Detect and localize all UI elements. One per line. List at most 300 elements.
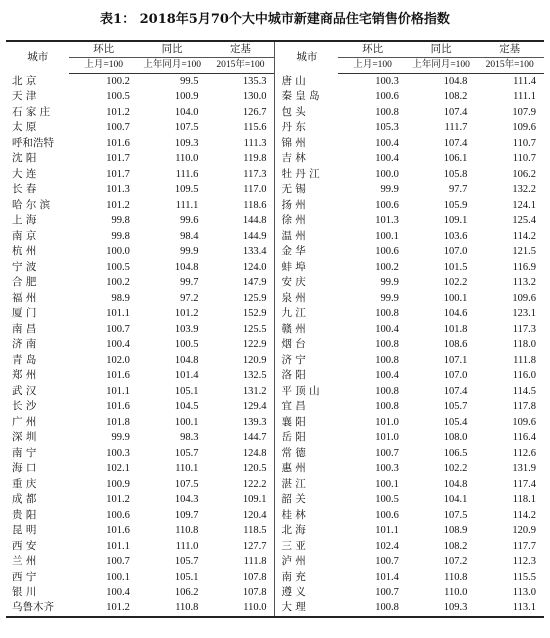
left-mom-index: 100.4 (106, 586, 130, 598)
left-mom-index: 101.1 (106, 308, 130, 320)
right-mom-index: 101.0 (375, 416, 399, 428)
table-row (6, 585, 544, 600)
table-row (6, 353, 544, 368)
right-city-name: 九 江 (275, 306, 338, 321)
left-mom-index: 100.5 (106, 91, 130, 103)
left-city-name: 南 昌 (12, 322, 37, 335)
right-city-name: 三 亚 (275, 539, 338, 554)
right-mom-index: 100.7 (375, 447, 399, 459)
left-fixed-index: 125.9 (242, 292, 267, 304)
table-row (6, 337, 544, 352)
table-row (6, 167, 544, 182)
right-city-name: 安 庆 (275, 275, 338, 290)
table-row (6, 229, 544, 244)
left-city-name: 广 州 (12, 415, 37, 428)
left-fixed-index: 122.9 (242, 339, 267, 351)
right-city-name: 烟 台 (275, 337, 338, 352)
right-city-name: 北 海 (275, 523, 338, 538)
right-mom-index: 101.1 (375, 525, 399, 537)
left-city-name: 杭 州 (12, 245, 37, 258)
left-mom-index: 102.0 (106, 354, 130, 366)
left-city-name: 北 京 (12, 74, 37, 87)
left-mom-index: 100.5 (106, 261, 130, 273)
right-yoy-index: 104.6 (443, 308, 468, 320)
fixed-column-header: 定基 (206, 41, 275, 58)
right-city-name: 丹 东 (275, 120, 338, 135)
right-mom-index: 101.3 (375, 215, 399, 227)
left-city-name: 南 京 (12, 229, 37, 242)
table-row (6, 105, 544, 120)
left-city-name: 西 宁 (12, 570, 37, 583)
right-mom-index: 100.8 (375, 308, 399, 320)
right-yoy-index: 109.3 (407, 600, 476, 616)
left-city-name: 石 家 庄 (12, 105, 51, 118)
right-yoy-index: 102.2 (443, 463, 468, 475)
right-yoy-index: 104.8 (443, 76, 468, 87)
right-yoy-index: 107.1 (443, 354, 468, 366)
right-city-name: 锦 州 (275, 136, 338, 151)
right-yoy-index: 101.8 (443, 323, 468, 335)
left-yoy-index: 109.3 (174, 137, 199, 149)
right-fixed-index: 116.0 (512, 370, 536, 382)
table-row (6, 213, 544, 228)
left-fixed-index: 144.7 (242, 432, 267, 444)
left-yoy-index: 111.1 (175, 199, 199, 211)
right-fixed-index: 124.1 (512, 199, 536, 211)
right-city-name: 泸 州 (275, 554, 338, 569)
right-fixed-index: 132.2 (512, 184, 536, 196)
table-row (6, 120, 544, 135)
right-fixed-index: 116.4 (512, 432, 536, 444)
right-city-name: 宜 昌 (275, 399, 338, 414)
yoy-base-label: 上年同月=100 (138, 58, 207, 74)
left-mom-index: 101.2 (106, 106, 130, 118)
right-fixed-index: 117.4 (512, 478, 536, 490)
right-mom-index: 100.1 (375, 478, 399, 490)
left-city-name: 深 圳 (12, 431, 37, 444)
right-yoy-index: 104.8 (443, 478, 468, 490)
right-mom-index: 100.3 (375, 463, 399, 475)
yoy-base-label: 上年同月=100 (407, 58, 476, 74)
left-city-name: 宁 波 (12, 260, 37, 273)
left-yoy-index: 100.5 (174, 339, 199, 351)
right-mom-index: 100.2 (375, 261, 399, 273)
right-city-name: 大 理 (275, 600, 338, 616)
right-yoy-index: 110.8 (444, 571, 468, 583)
left-yoy-index: 99.9 (180, 246, 199, 258)
right-mom-index: 102.4 (375, 540, 399, 552)
right-fixed-index: 111.1 (513, 91, 536, 103)
right-city-name: 南 充 (275, 570, 338, 585)
right-yoy-index: 102.2 (443, 277, 468, 289)
left-city-name: 福 州 (12, 291, 37, 304)
right-fixed-index: 117.7 (512, 540, 536, 552)
left-mom-index: 100.7 (106, 323, 130, 335)
table-row (6, 89, 544, 104)
left-yoy-index: 100.9 (174, 91, 199, 103)
left-fixed-index: 107.8 (242, 571, 267, 583)
table-row (6, 570, 544, 585)
left-fixed-index: 132.5 (242, 370, 267, 382)
table-row (6, 554, 544, 569)
table-row (6, 446, 544, 461)
right-mom-index: 100.6 (375, 509, 399, 521)
right-city-name: 金 华 (275, 244, 338, 259)
price-index-table (6, 40, 544, 618)
left-mom-index: 100.9 (106, 478, 130, 490)
left-mom-index: 101.7 (106, 153, 130, 165)
left-city-name: 南 宁 (12, 446, 37, 459)
right-fixed-index: 117.3 (512, 323, 536, 335)
right-mom-index: 100.8 (338, 600, 407, 616)
left-city-name: 呼和浩特 (12, 136, 54, 149)
right-fixed-index: 111.4 (513, 76, 536, 87)
right-yoy-index: 97.7 (449, 184, 468, 196)
right-yoy-index: 107.0 (443, 370, 468, 382)
left-fixed-index: 125.5 (242, 323, 267, 335)
left-fixed-index: 131.2 (242, 385, 267, 397)
table-row (6, 461, 544, 476)
right-yoy-index: 107.4 (443, 137, 468, 149)
left-yoy-index: 105.1 (174, 571, 199, 583)
left-fixed-index: 111.3 (243, 137, 267, 149)
left-yoy-index: 107.5 (174, 478, 199, 490)
fixed-base-label: 2015年=100 (206, 58, 275, 74)
right-yoy-index: 106.1 (443, 153, 468, 165)
left-city-name: 武 汉 (12, 384, 37, 397)
right-fixed-index: 120.9 (512, 525, 536, 537)
right-city-name: 泉 州 (275, 291, 338, 306)
right-fixed-index: 110.7 (512, 137, 536, 149)
right-yoy-index: 107.5 (443, 509, 468, 521)
left-yoy-index: 111.6 (175, 168, 199, 180)
right-yoy-index: 110.0 (444, 586, 468, 598)
left-city-name: 西 安 (12, 539, 37, 552)
left-yoy-index: 111.0 (175, 540, 199, 552)
right-city-name: 牡 丹 江 (275, 167, 338, 182)
left-city-name: 郑 州 (12, 369, 37, 382)
table-row (6, 74, 544, 90)
right-fixed-index: 123.1 (512, 308, 536, 320)
left-mom-index: 100.2 (106, 277, 130, 289)
left-mom-index: 101.6 (106, 525, 130, 537)
right-fixed-index: 121.5 (512, 246, 536, 258)
right-yoy-index: 107.4 (443, 106, 468, 118)
right-city-name: 无 锡 (275, 182, 338, 197)
right-city-name: 秦 皇 岛 (275, 89, 338, 104)
yoy-column-header: 同比 (407, 41, 476, 58)
left-yoy-index: 100.1 (174, 416, 199, 428)
right-fixed-index: 118.1 (512, 494, 536, 506)
table-row (6, 136, 544, 151)
right-city-name: 唐 山 (275, 74, 338, 90)
right-mom-index: 100.8 (375, 354, 399, 366)
left-city-name: 天 津 (12, 90, 37, 103)
right-yoy-index: 105.8 (443, 168, 468, 180)
right-city-name: 惠 州 (275, 461, 338, 476)
left-city-name: 合 肥 (12, 276, 37, 289)
right-city-name: 韶 关 (275, 492, 338, 507)
right-yoy-index: 108.2 (443, 540, 468, 552)
left-city-name: 长 春 (12, 183, 37, 196)
right-city-name: 包 头 (275, 105, 338, 120)
table-body (6, 74, 544, 617)
left-fixed-index: 124.8 (242, 447, 267, 459)
right-mom-index: 100.8 (375, 401, 399, 413)
left-fixed-index: 117.0 (243, 184, 267, 196)
left-mom-index: 101.2 (106, 199, 130, 211)
left-fixed-index: 111.8 (243, 556, 267, 568)
left-mom-index: 100.1 (106, 571, 130, 583)
left-city-name: 沈 阳 (12, 152, 37, 165)
left-yoy-index: 107.5 (174, 122, 199, 134)
left-city-name: 哈 尔 滨 (12, 198, 51, 211)
left-yoy-index: 99.7 (180, 277, 199, 289)
right-mom-index: 100.8 (375, 339, 399, 351)
table-row (6, 415, 544, 430)
left-fixed-index: 120.5 (242, 463, 267, 475)
city-column-header: 城市 (275, 41, 338, 74)
right-yoy-index: 107.0 (443, 246, 468, 258)
right-city-name: 济 宁 (275, 353, 338, 368)
left-city-name: 大 连 (12, 167, 37, 180)
left-yoy-index: 105.1 (174, 385, 199, 397)
table-row (6, 368, 544, 383)
right-yoy-index: 100.1 (443, 292, 468, 304)
left-yoy-index: 109.7 (174, 509, 199, 521)
left-mom-index: 101.1 (106, 385, 130, 397)
left-fixed-index: 117.3 (243, 168, 267, 180)
left-yoy-index: 97.2 (180, 292, 199, 304)
right-fixed-index: 114.5 (512, 385, 536, 397)
mom-base-label: 上月=100 (338, 58, 407, 74)
left-fixed-index: 124.0 (242, 261, 267, 273)
left-mom-index: 101.3 (106, 184, 130, 196)
left-mom-index: 101.6 (106, 370, 130, 382)
right-mom-index: 99.9 (380, 277, 399, 289)
mom-column-header: 环比 (69, 41, 138, 58)
right-city-name: 赣 州 (275, 322, 338, 337)
table-row (6, 322, 544, 337)
left-mom-index: 100.7 (106, 556, 130, 568)
table-row (6, 244, 544, 259)
left-yoy-index: 99.6 (180, 215, 199, 227)
left-yoy-index: 98.4 (180, 230, 199, 242)
right-yoy-index: 105.4 (443, 416, 468, 428)
right-yoy-index: 108.9 (443, 525, 468, 537)
left-fixed-index: 107.8 (242, 586, 267, 598)
left-mom-index: 100.3 (106, 447, 130, 459)
right-fixed-index: 117.8 (512, 401, 536, 413)
left-city-name: 青 岛 (12, 353, 37, 366)
left-mom-index: 100.0 (106, 246, 130, 258)
right-mom-index: 100.4 (375, 323, 399, 335)
left-mom-index: 99.9 (111, 432, 130, 444)
table-row (6, 523, 544, 538)
left-mom-index: 101.7 (106, 168, 130, 180)
left-fixed-index: 129.4 (242, 401, 267, 413)
table-title: 表1： 2018年5月70个大中城市新建商品住宅销售价格指数 (100, 12, 450, 27)
left-fixed-index: 127.7 (242, 540, 267, 552)
right-fixed-index: 125.4 (512, 215, 536, 227)
left-mom-index: 98.9 (111, 292, 130, 304)
table-header (6, 41, 544, 74)
city-column-header: 城市 (6, 41, 69, 74)
left-fixed-index: 119.8 (243, 153, 267, 165)
right-fixed-index: 106.2 (512, 168, 536, 180)
left-yoy-index: 101.4 (174, 370, 199, 382)
left-fixed-index: 120.4 (242, 509, 267, 521)
right-yoy-index: 108.2 (443, 91, 468, 103)
left-fixed-index: 152.9 (242, 308, 267, 320)
left-yoy-index: 104.3 (174, 494, 199, 506)
right-mom-index: 99.9 (380, 184, 399, 196)
left-mom-index: 100.2 (106, 76, 130, 87)
table-row (6, 260, 544, 275)
right-yoy-index: 106.5 (443, 447, 468, 459)
left-yoy-index: 99.5 (180, 76, 199, 87)
left-fixed-index: 115.6 (243, 122, 267, 134)
left-yoy-index: 110.8 (138, 600, 207, 616)
right-fixed-index: 112.3 (512, 556, 536, 568)
left-fixed-index: 109.1 (242, 494, 267, 506)
left-fixed-index: 118.5 (243, 525, 267, 537)
left-mom-index: 99.8 (111, 230, 130, 242)
mom-base-label: 上月=100 (69, 58, 138, 74)
right-mom-index: 100.0 (375, 168, 399, 180)
left-city-name: 兰 州 (12, 555, 37, 568)
right-fixed-index: 111.8 (513, 354, 536, 366)
right-fixed-index: 109.6 (512, 292, 536, 304)
right-mom-index: 100.7 (375, 556, 399, 568)
left-city-name: 银 川 (12, 585, 37, 598)
right-city-name: 吉 林 (275, 151, 338, 166)
right-yoy-index: 105.7 (443, 401, 468, 413)
right-fixed-index: 118.0 (512, 339, 536, 351)
right-fixed-index: 110.7 (512, 153, 536, 165)
table-row (6, 151, 544, 166)
right-mom-index: 100.6 (375, 246, 399, 258)
right-fixed-index: 112.6 (512, 447, 536, 459)
table-row (6, 600, 544, 616)
left-yoy-index: 101.2 (174, 308, 199, 320)
right-mom-index: 100.6 (375, 199, 399, 211)
right-mom-index: 99.9 (380, 292, 399, 304)
right-mom-index: 100.7 (375, 586, 399, 598)
yoy-column-header: 同比 (138, 41, 207, 58)
right-city-name: 洛 阳 (275, 368, 338, 383)
table-row (6, 291, 544, 306)
right-fixed-index: 114.2 (512, 230, 536, 242)
right-city-name: 扬 州 (275, 198, 338, 213)
left-mom-index: 101.6 (106, 137, 130, 149)
left-mom-index: 101.6 (106, 401, 130, 413)
table-row (6, 399, 544, 414)
left-mom-index: 101.8 (106, 416, 130, 428)
left-yoy-index: 105.7 (174, 556, 199, 568)
right-mom-index: 100.4 (375, 137, 399, 149)
right-mom-index: 105.3 (375, 122, 399, 134)
left-fixed-index: 139.3 (242, 416, 267, 428)
right-fixed-index: 109.6 (512, 416, 536, 428)
left-yoy-index: 105.7 (174, 447, 199, 459)
left-mom-index: 102.1 (106, 463, 130, 475)
left-mom-index: 99.8 (111, 215, 130, 227)
right-city-name: 平 顶 山 (275, 384, 338, 399)
right-mom-index: 100.3 (375, 76, 399, 87)
right-city-name: 遵 义 (275, 585, 338, 600)
right-city-name: 桂 林 (275, 508, 338, 523)
left-city-name: 贵 阳 (12, 508, 37, 521)
table-row (6, 182, 544, 197)
right-yoy-index: 107.4 (443, 385, 468, 397)
left-fixed-index: 126.7 (242, 106, 267, 118)
left-mom-index: 100.6 (106, 509, 130, 521)
right-yoy-index: 109.1 (443, 215, 468, 227)
left-mom-index: 101.2 (106, 494, 130, 506)
left-yoy-index: 110.8 (175, 525, 199, 537)
left-yoy-index: 104.8 (174, 354, 199, 366)
right-yoy-index: 107.2 (443, 556, 468, 568)
right-fixed-index: 113.2 (512, 277, 536, 289)
left-yoy-index: 98.3 (180, 432, 199, 444)
table-row (6, 508, 544, 523)
left-yoy-index: 104.5 (174, 401, 199, 413)
right-yoy-index: 111.7 (444, 122, 468, 134)
right-yoy-index: 103.6 (443, 230, 468, 242)
right-yoy-index: 108.6 (443, 339, 468, 351)
right-yoy-index: 108.0 (443, 432, 468, 444)
table-row (6, 492, 544, 507)
left-fixed-index: 135.3 (242, 76, 267, 87)
left-fixed-index: 130.0 (242, 91, 267, 103)
left-city-name: 乌鲁木齐 (6, 600, 69, 616)
left-city-name: 成 都 (12, 493, 37, 506)
left-fixed-index: 144.8 (242, 215, 267, 227)
right-city-name: 常 德 (275, 446, 338, 461)
left-mom-index: 101.2 (69, 600, 138, 616)
right-city-name: 岳 阳 (275, 430, 338, 445)
table-row (6, 477, 544, 492)
left-yoy-index: 104.0 (174, 106, 199, 118)
table-row (6, 384, 544, 399)
right-mom-index: 101.0 (375, 432, 399, 444)
fixed-base-label: 2015年=100 (475, 58, 544, 74)
left-mom-index: 100.7 (106, 122, 130, 134)
table-row (6, 198, 544, 213)
right-fixed-index: 131.9 (512, 463, 536, 475)
right-mom-index: 100.4 (375, 153, 399, 165)
left-city-name: 济 南 (12, 338, 37, 351)
right-fixed-index: 114.2 (512, 509, 536, 521)
left-city-name: 太 原 (12, 121, 37, 134)
mom-column-header: 环比 (338, 41, 407, 58)
right-mom-index: 100.5 (375, 494, 399, 506)
left-fixed-index: 118.6 (243, 199, 267, 211)
right-city-name: 襄 阳 (275, 415, 338, 430)
right-fixed-index: 109.6 (512, 122, 536, 134)
left-fixed-index: 120.9 (242, 354, 267, 366)
left-yoy-index: 106.2 (174, 586, 199, 598)
left-city-name: 海 口 (12, 462, 37, 475)
left-yoy-index: 103.9 (174, 323, 199, 335)
left-fixed-index: 122.2 (242, 478, 267, 490)
left-city-name: 厦 门 (12, 307, 37, 320)
right-mom-index: 100.6 (375, 91, 399, 103)
right-fixed-index: 113.0 (512, 586, 536, 598)
left-yoy-index: 110.1 (175, 463, 199, 475)
left-city-name: 上 海 (12, 214, 37, 227)
